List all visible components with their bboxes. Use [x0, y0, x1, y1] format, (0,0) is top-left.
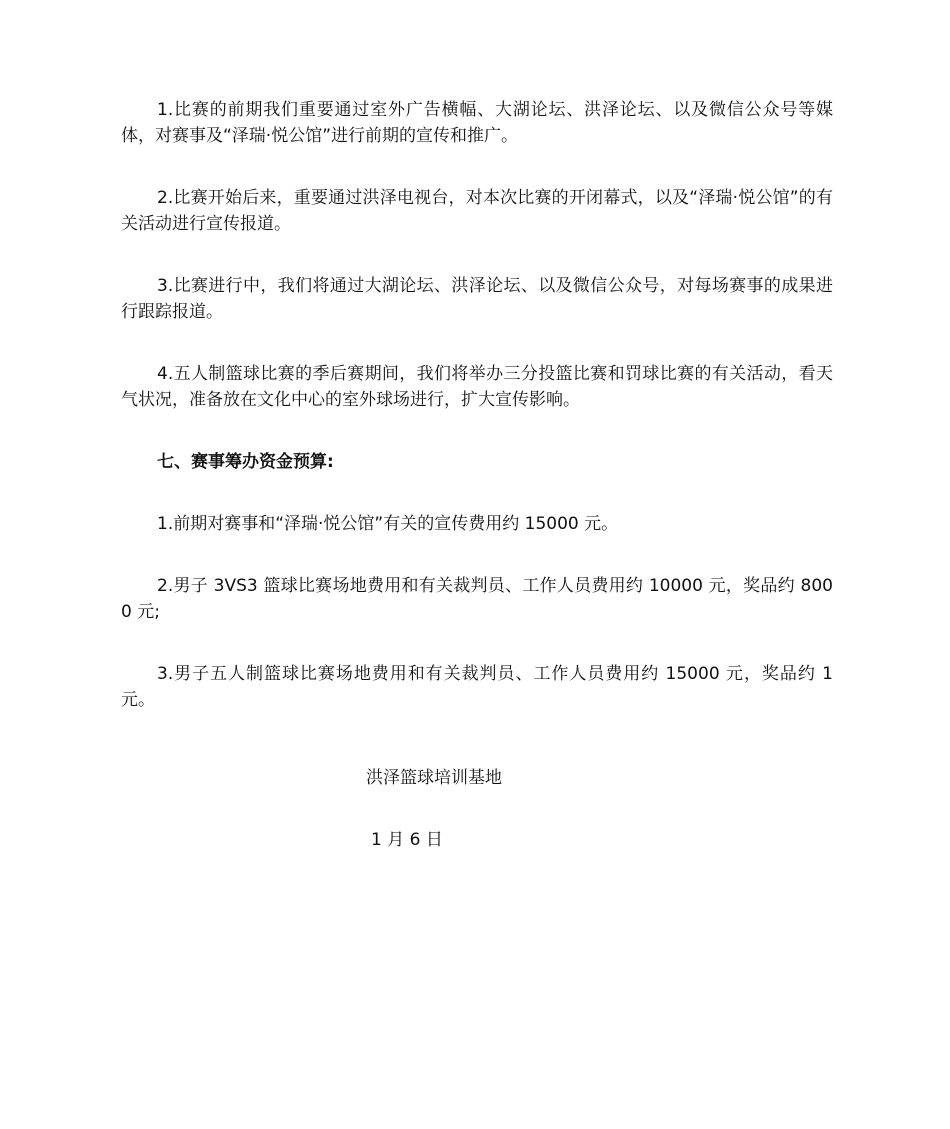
signature-date: 1 月 6 日 — [371, 830, 443, 850]
signature-organization: 洪泽篮球培训基地 — [366, 768, 502, 788]
budget-item-2: 2.男子 3VS3 篮球比赛场地费用和有关裁判员、工作人员费用约 10000 元，奖品约 8000 元; — [121, 576, 833, 622]
budget-item-1: 1.前期对赛事和“泽瑞·悦公馆”有关的宣传费用约 15000 元。 — [157, 514, 619, 534]
publicity-paragraph-2: 2.比赛开始后来，重要通过洪泽电视台，对本次比赛的开闭幕式，以及“泽瑞·悦公馆”的有关活动进行宣传报道。 — [121, 188, 833, 234]
budget-item-3: 3.男子五人制篮球比赛场地费用和有关裁判员、工作人员费用约 15000 元，奖品约 1 元。 — [121, 664, 833, 710]
publicity-paragraph-3: 3.比赛进行中，我们将通过大湖论坛、洪泽论坛、以及微信公众号，对每场赛事的成果进行跟踪报道。 — [121, 276, 833, 322]
publicity-paragraph-4: 4.五人制篮球比赛的季后赛期间，我们将举办三分投篮比赛和罚球比赛的有关活动，看天气状况，准备放在文化中心的室外球场进行，扩大宣传影响。 — [121, 364, 833, 410]
document-body — [121, 97, 833, 749]
publicity-paragraph-1: 1.比赛的前期我们重要通过室外广告横幅、大湖论坛、洪泽论坛、以及微信公众号等媒体，对赛事及“泽瑞·悦公馆”进行前期的宣传和推广。 — [121, 100, 833, 146]
section-heading-budget: 七、赛事筹办资金预算: — [157, 452, 334, 472]
